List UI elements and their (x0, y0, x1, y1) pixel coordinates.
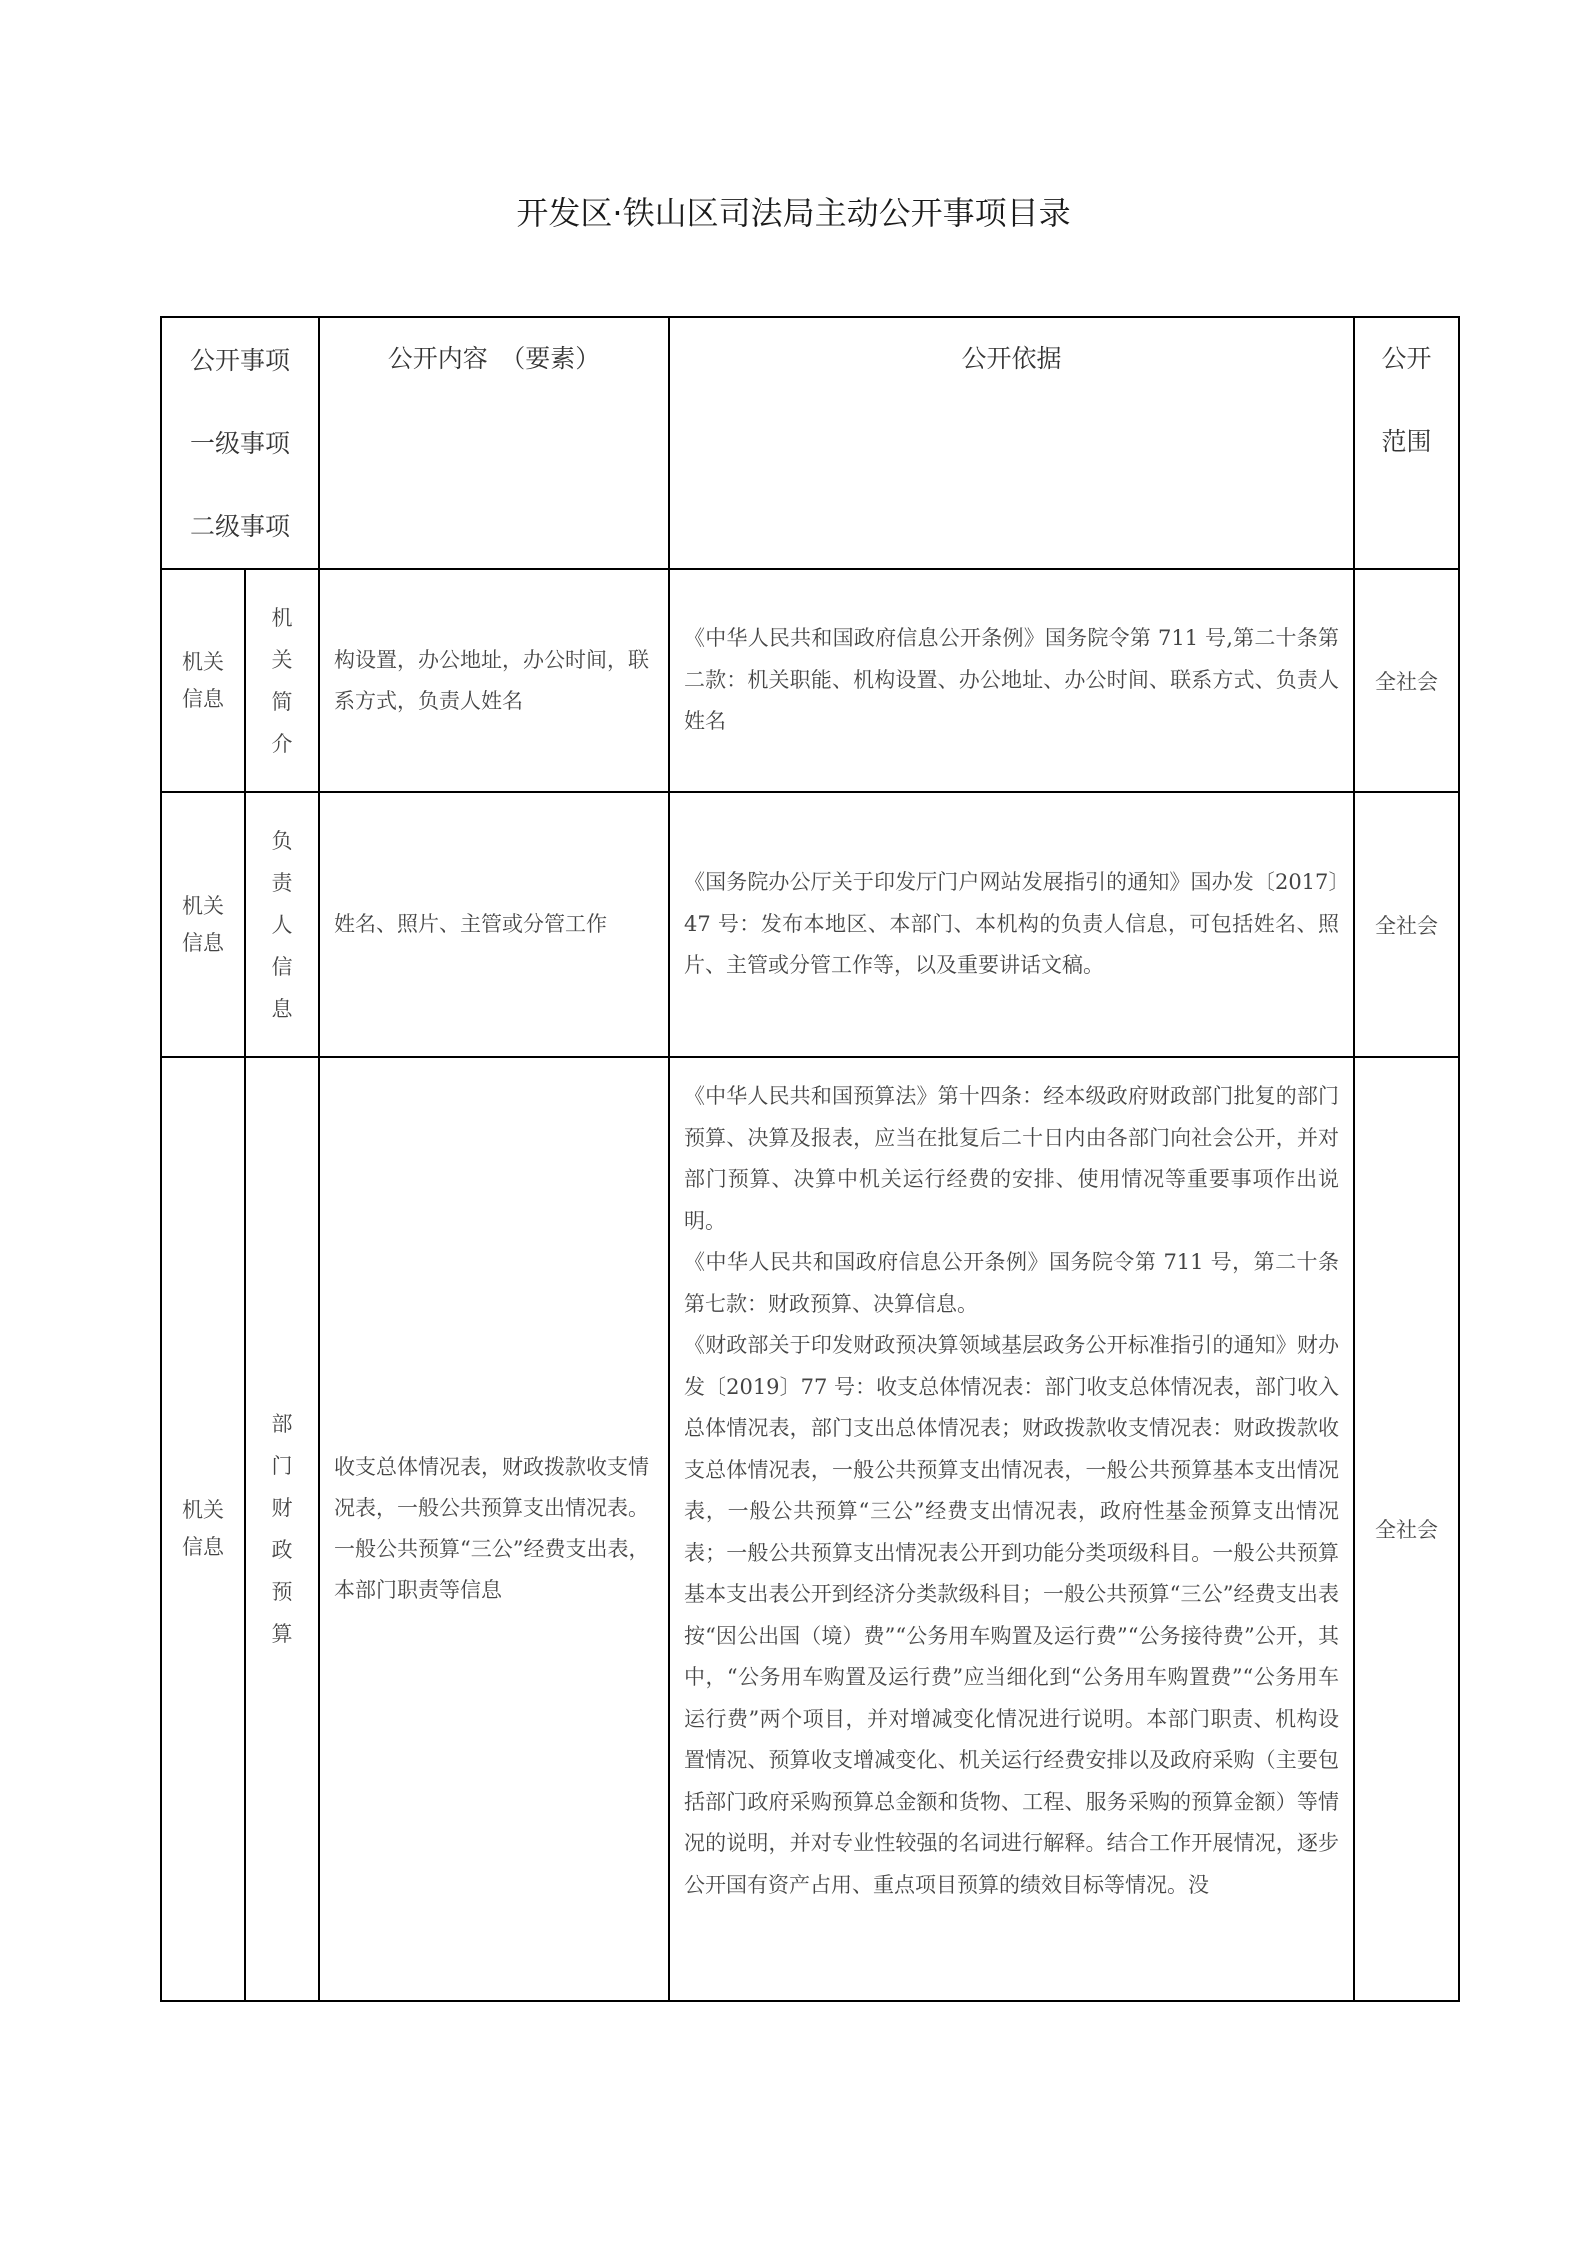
level1-cell (161, 1057, 245, 2001)
header-item-levels (161, 317, 319, 569)
content-cell (319, 569, 669, 792)
header-basis (669, 317, 1354, 569)
header-label-scope-line2: 范围 (1381, 427, 1432, 456)
level1-text: 机关信息 (182, 893, 224, 955)
content-text: 构设置，办公地址，办公时间，联系方式，负责人姓名 (334, 647, 650, 713)
header-label-content: 公开内容 （要素） (387, 344, 601, 373)
table-header-row (161, 317, 1459, 569)
scope-text: 全社会 (1375, 669, 1439, 694)
level2-text: 部门财政预算 (271, 1412, 293, 1646)
disclosure-catalog-table (160, 316, 1460, 2002)
level1-cell (161, 569, 245, 792)
header-content (319, 317, 669, 569)
basis-cell (669, 792, 1354, 1057)
basis-paragraph: 《中华人民共和国政府信息公开条例》国务院令第 711 号，第二十条第七款：财政预算、决算信息。 (684, 1250, 1340, 1316)
table-row (161, 1057, 1459, 2001)
scope-text: 全社会 (1375, 913, 1439, 938)
level2-cell (245, 569, 319, 792)
level1-cell (161, 792, 245, 1057)
scope-text: 全社会 (1375, 1518, 1439, 1542)
basis-paragraph: 《财政部关于印发财政预决算领域基层政务公开标准指引的通知》财办发〔2019〕77 号：收支总体情况表：部门收支总体情况表，部门收入总体情况表，部门支出总体情况表；财政拨款收支情况表：财政拨款收支总体情况表，一般公共预算支出情况表，一般公共预算基本支出情况表，一般公共预算“三公”经费支出情况表，政府性基金预算支出情况表；一般公共预算支出情况表公开到功能分类项级科目。一般公共预算基本支出表公开到经济分类款级科目；一般公共预算“三公”经费支出表按“因公出国（境）费”“公务用车购置及运行费”“公务接待费”公开，其中，“公务用车购置及运行费”应当细化到“公务用车购置费”“公务用车运行费”两个项目，并对增减变化情况进行说明。本部门职责、机构设置情况、预算收支增减变化、机关运行经费安排以及政府采购（主要包括部门政府采购预算总金额和货物、工程、服务采购的预算金额）等情况的说明，并对专业性较强的名词进行解释。结合工作开展情况，逐步公开国有资产占用、重点项目预算的绩效目标等情况。没 (684, 1333, 1340, 1897)
document-title: 开发区·铁山区司法局主动公开事项目录 (516, 194, 1071, 232)
table-row (161, 792, 1459, 1057)
header-label-basis: 公开依据 (961, 344, 1062, 373)
level1-text: 机关信息 (182, 649, 224, 711)
scope-cell (1354, 792, 1459, 1057)
content-text: 收支总体情况表，财政拨款收支情况表，一般公共预算支出情况表。一般公共预算“三公”经费支出表，本部门职责等信息 (334, 1455, 650, 1602)
header-label-public-item: 公开事项 (190, 345, 291, 375)
header-label-scope-line1: 公开 (1381, 344, 1432, 373)
content-text: 姓名、照片、主管或分管工作 (334, 912, 608, 936)
basis-paragraph: 《中华人民共和国政府信息公开条例》国务院令第 711 号,第二十条第二款：机关职能、机构设置、办公地址、办公时间、联系方式、负责人姓名 (684, 626, 1340, 734)
content-cell (319, 1057, 669, 2001)
basis-paragraph: 《国务院办公厅关于印发厅门户网站发展指引的通知》国办发〔2017〕47 号：发布本地区、本部门、本机构的负责人信息，可包括姓名、照片、主管或分管工作等，以及重要讲话文稿。 (684, 870, 1340, 978)
scope-cell (1354, 1057, 1459, 2001)
header-label-level2: 二级事项 (190, 511, 291, 541)
level2-cell (245, 1057, 319, 2001)
scope-cell (1354, 569, 1459, 792)
header-scope (1354, 317, 1459, 569)
basis-paragraph: 《中华人民共和国预算法》第十四条：经本级政府财政部门批复的部门预算、决算及报表，应当在批复后二十日内由各部门向社会公开，并对部门预算、决算中机关运行经费的安排、使用情况等重要事项作出说明。 (684, 1084, 1340, 1233)
content-cell (319, 792, 669, 1057)
basis-cell (669, 1057, 1354, 2001)
header-label-level1: 一级事项 (190, 428, 291, 458)
basis-cell (669, 569, 1354, 792)
table-row (161, 569, 1459, 792)
level1-text: 机关信息 (182, 1498, 224, 1559)
level2-text: 负责人信息 (271, 828, 293, 1021)
level2-cell (245, 792, 319, 1057)
level2-text: 机关简介 (271, 605, 293, 756)
